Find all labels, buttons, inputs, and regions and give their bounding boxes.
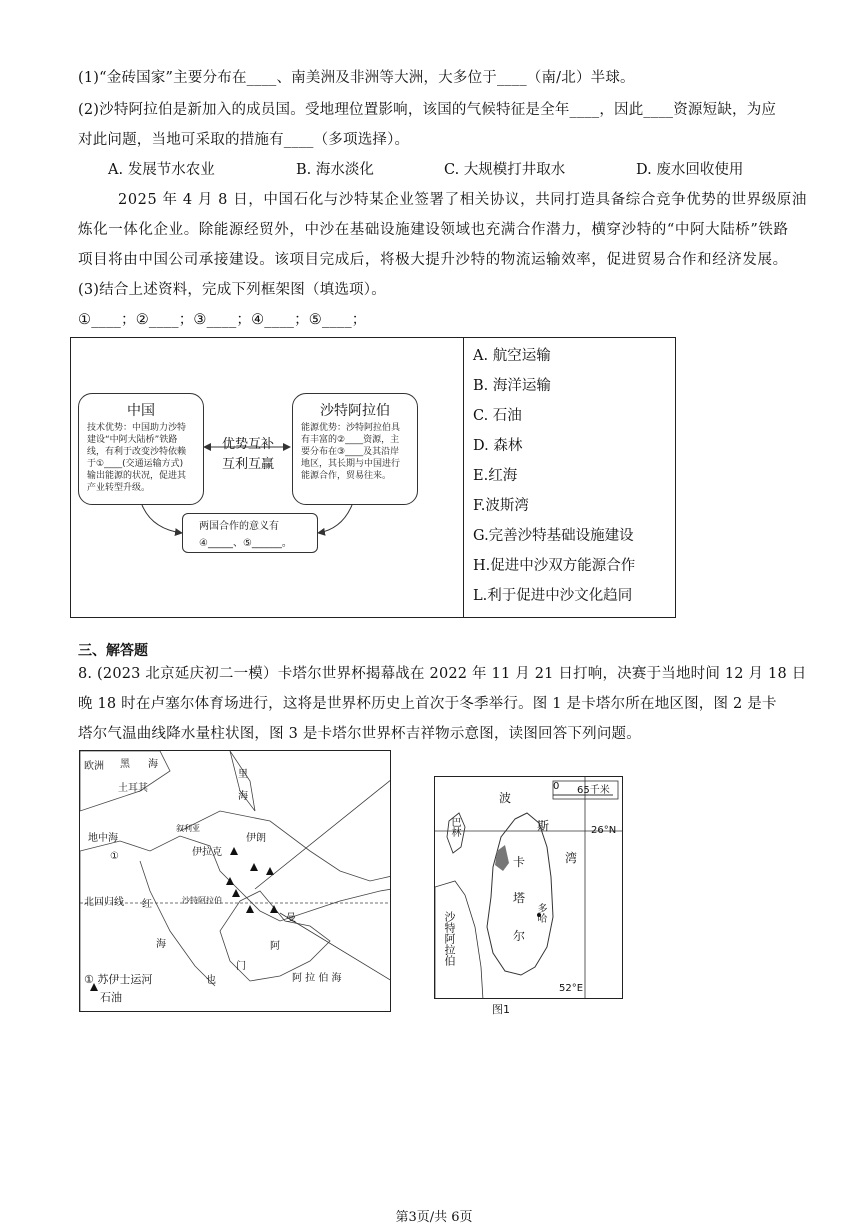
saudi-text-line: 能源合作，贸易往来。 xyxy=(301,471,392,481)
scale-zero: 0 xyxy=(553,781,560,792)
passage-line-3: 项目将由中国公司承接建设。该项目完成后，将极大提升沙特的物流运输效率，促进贸易合作和经济发展。 xyxy=(78,252,788,268)
map-label: 沙特阿拉伯 xyxy=(182,896,222,905)
question-2-line-cont: 对此问题，当地可采取的措施有____（多项选择）。 xyxy=(78,132,410,148)
map-label: 伊拉克 xyxy=(192,847,222,858)
latitude-label: 26°N xyxy=(591,825,617,836)
china-text-line: 建设“中阿大陆桥”铁路 xyxy=(87,435,178,445)
saudi-text xyxy=(301,422,400,482)
saudi-box xyxy=(292,393,418,505)
china-text-line: 线，有利于改变沙特依赖 xyxy=(87,447,187,457)
map-label: 也 xyxy=(206,975,216,986)
china-text xyxy=(87,422,186,494)
map-label: 沙特阿拉伯 xyxy=(443,911,456,966)
page-footer: 第3页/共 6页 xyxy=(395,1210,473,1225)
china-title: 中国 xyxy=(127,403,155,419)
china-text-line: 产业转型升级。 xyxy=(87,483,151,493)
option-a: A. 发展节水农业 xyxy=(108,162,215,178)
option-c: C. 大规模打井取水 xyxy=(444,162,566,178)
map-label: 里 xyxy=(238,769,248,780)
question-2-line: (2)沙特阿拉伯是新加入的成员国。受地理位置影响，该国的气候特征是全年____，因此____资源短缺，为应 xyxy=(78,102,777,118)
q8-line-2: 晚 18 时在卢塞尔体育场进行，这将是世界杯历史上首次于冬季举行。图 1 是卡塔尔所在地区图，图 2 是卡 xyxy=(78,696,777,712)
saudi-title: 沙特阿拉伯 xyxy=(320,403,390,419)
china-text-line: 输出能源的状况，促进其 xyxy=(87,471,187,481)
map-label: 塔 xyxy=(513,891,526,905)
figure-caption: 图1 xyxy=(492,1003,510,1016)
q8-line-3: 塔尔气温曲线降水量柱状图，图 3 是卡塔尔世界杯吉祥物示意图，读图回答下列问题。 xyxy=(78,726,641,742)
china-box xyxy=(78,393,204,505)
map-label: ① xyxy=(110,851,119,862)
scale-label: 65千米 xyxy=(577,785,610,796)
map-label: 阿 拉 伯 海 xyxy=(292,973,342,984)
diagram-option: H.促进中沙双方能源合作 xyxy=(473,558,636,574)
section-title: 三、解答题 xyxy=(78,643,148,659)
map-label: 北回归线 xyxy=(84,897,124,908)
diagram-option: D. 森林 xyxy=(473,438,523,454)
map-label: 土耳其 xyxy=(118,783,148,794)
passage-line-1: 2025 年 4 月 8 日，中国石化与沙特某企业签署了相关协议，共同打造具备综合竞争优势的世界级原油 xyxy=(118,192,807,208)
diagram-option: B. 海洋运输 xyxy=(473,378,551,394)
significance-box xyxy=(182,513,318,553)
diagram-option: A. 航空运输 xyxy=(473,348,551,364)
diagram-option: F.波斯湾 xyxy=(473,498,529,514)
map-label: 巴林 xyxy=(449,817,460,837)
diagram-option: C. 石油 xyxy=(473,408,522,424)
china-text-line: 于①____(交通运输方式) xyxy=(87,459,184,469)
saudi-text-line: 要分布在③____及其沿岸 xyxy=(301,447,400,457)
map-label: 波 xyxy=(499,791,512,805)
passage-line-2: 炼化一体化企业。除能源经贸外，中沙在基础设施建设领域也充满合作潜力，横穿沙特的“中阿大陆桥”铁路 xyxy=(78,222,789,238)
map-legend-oil: 石油 xyxy=(100,991,122,1004)
option-d: D. 废水回收使用 xyxy=(636,162,744,178)
map-label: 海 xyxy=(148,759,158,770)
qatar-inset-drawing xyxy=(435,777,623,999)
saudi-text-line: 有丰富的②____资源，主 xyxy=(301,435,400,445)
map-label: 斯 xyxy=(537,819,550,833)
option-b: B. 海水淡化 xyxy=(296,162,374,178)
map-label: 曼 xyxy=(286,913,296,924)
diagram-option: L.利于促进中沙文化趋同 xyxy=(473,588,633,604)
region-map xyxy=(79,750,391,1012)
map-label: 海 xyxy=(156,939,166,950)
map-label: 欧洲 xyxy=(84,761,104,772)
map-label: 叙利亚 xyxy=(176,824,200,833)
china-text-line: 技术优势：中国助力沙特 xyxy=(87,423,187,433)
answer-blanks: ①____；②____；③____；④____；⑤____； xyxy=(78,312,367,328)
map-label: 卡 xyxy=(513,855,526,869)
significance-label: 两国合作的意义有 xyxy=(199,521,279,532)
diagram-option: E.红海 xyxy=(473,468,518,484)
map-label: 湾 xyxy=(565,851,578,865)
diagram-option: G.完善沙特基础设施建设 xyxy=(473,528,634,544)
qatar-inset-map xyxy=(434,776,623,999)
map-legend-canal: ① 苏伊士运河 xyxy=(84,973,153,986)
saudi-text-line: 地区，其长期与中国进行 xyxy=(301,459,401,469)
mutual-benefit: 互利互赢 xyxy=(222,457,275,472)
q8-line-1: 8. (2023 北京延庆初二一模）卡塔尔世界杯揭幕战在 2022 年 11 月 21 日打响，决赛于当地时间 12 月 18 日 xyxy=(78,666,807,682)
map-label: 伊朗 xyxy=(246,833,266,844)
map-label: 多哈 xyxy=(535,903,546,923)
map-label: 阿 xyxy=(270,941,280,952)
map-label: 门 xyxy=(236,961,246,972)
question-3-line: (3)结合上述资料，完成下列框架图（填选项）。 xyxy=(78,282,386,298)
map-label: 尔 xyxy=(513,929,526,943)
map-label: 地中海 xyxy=(88,833,118,844)
longitude-label: 52°E xyxy=(559,983,584,994)
saudi-text-line: 能源优势：沙特阿拉伯具 xyxy=(301,423,401,433)
map-label: 海 xyxy=(238,791,248,802)
question-1-line: (1)“金砖国家”主要分布在____、南美洲及非洲等大洲，大多位于____（南/北）半球。 xyxy=(78,70,635,86)
significance-blanks: ④_____、⑤______。 xyxy=(199,538,292,549)
map-label: 黑 xyxy=(120,759,130,770)
advantage-complement: 优势互补 xyxy=(222,437,275,452)
map-label: 红 xyxy=(142,899,152,910)
